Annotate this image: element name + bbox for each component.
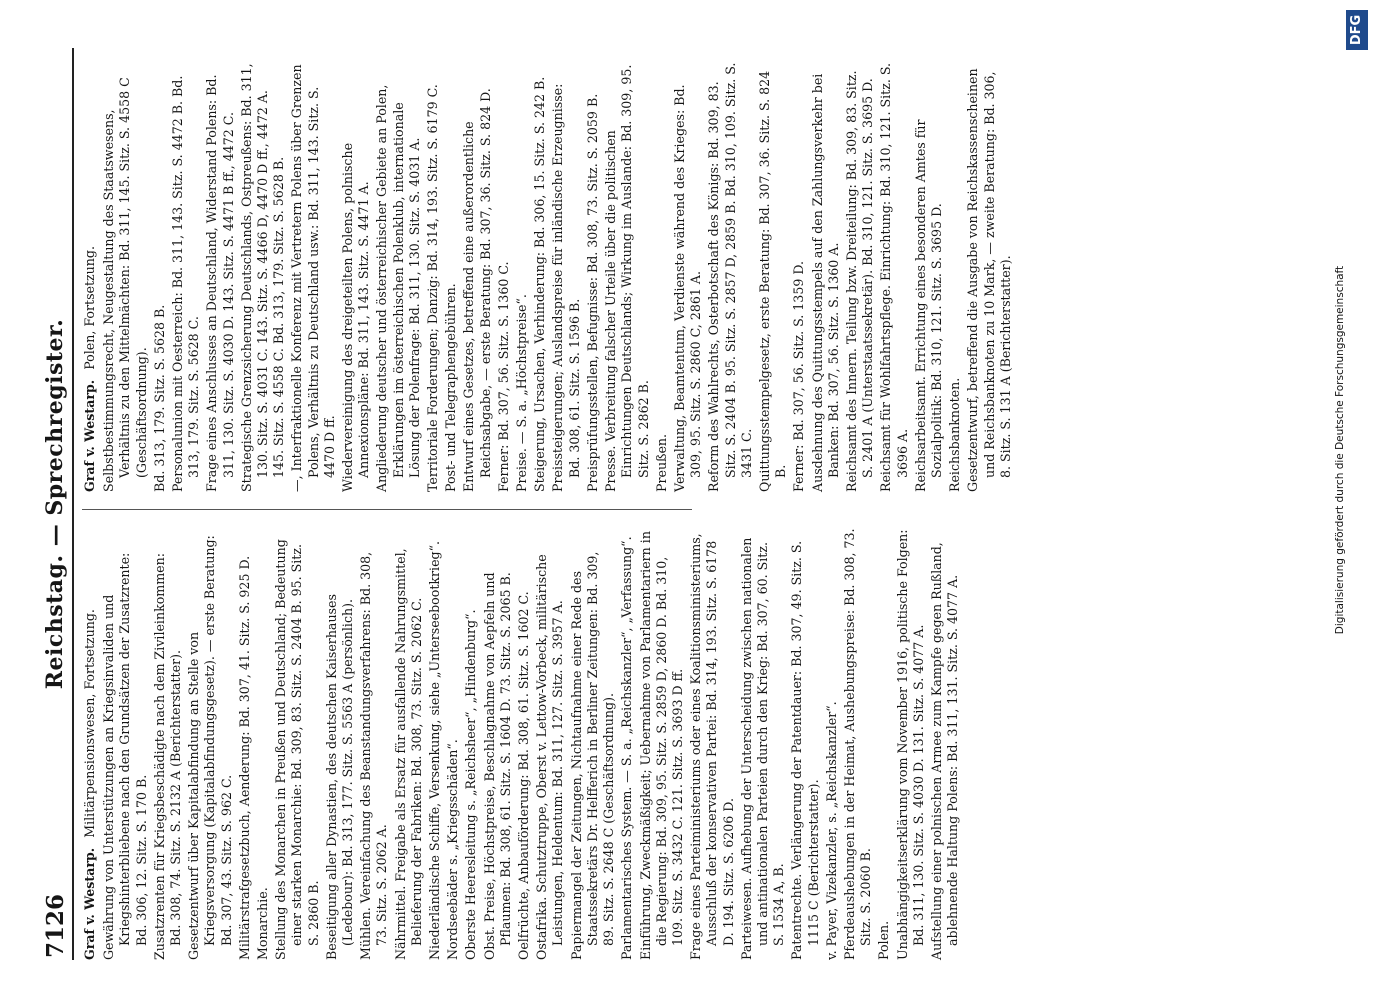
register-entry: Militärstrafgesetzbuch, Aenderung: Bd. 307, 41. Sitz. S. 925 D. [236,555,252,960]
right-entry-list [101,60,1014,492]
left-column-heading [82,528,98,960]
register-entry: Nordseebäder s. „Kriegsschäden“. [445,739,461,960]
register-entry: Gewährung von Unterstützungen an Kriegsinvaliden und Kriegshinterbliebene nach den Grundsätzen der Zusatzrente: Bd. 306, 12. Sitz. S. 170 B. [101,552,149,960]
register-entry: Presse. Verbreitung falscher Urteile über die politischen Einrichtungen Deutschlands; Wirkung im Auslande: Bd. 309, 95. Sitz. S. 2862 B. [603,64,651,492]
register-entry: Frage eines Anschlusses an Deutschland, Widerstand Polens: Bd. 311, 130. Sitz. S. 4030 D. 143. Sitz. S. 4471 B ff., 4472 C. [204,74,236,492]
register-entry: Papiermangel der Zeitungen, Nichtaufnahme einer Rede des Staatssekretärs Dr. Helfferich in Berliner Zeitungen: Bd. 309, 89. Sitz. S. 2648 C (Geschäftsordnung). [568,551,617,960]
register-entry: Territoriale Forderungen; Danzig: Bd. 314, 193. Sitz. S. 6179 C. [425,84,441,492]
register-entry: Polen. [876,920,892,960]
register-entry: Oelfrüchte, Anbauförderung: Bd. 308, 61. Sitz. S. 1602 C. [516,591,532,960]
register-entry: Patentrechte. Verlängerung der Patentdauer: Bd. 307, 49. Sitz. S. 1115 C (Berichterstatter). [789,540,821,960]
register-entry: Personalunion mit Oesterreich: Bd. 311, 143. Sitz. S. 4472 B. Bd. 313, 179. Sitz. S. 5628 C. [170,75,202,492]
register-entry: Entwurf eines Gesetzes, betreffend eine außerordentliche Reichsabgabe, — erste Beratung: Bd. 307, 36. Sitz. S. 824 D. [461,88,493,492]
register-entry: Reichsamt des Innern. Teilung bzw. Dreiteilung: Bd. 309, 83. Sitz. S. 2401 A (Unterstaatssekretär). Bd. 310, 121. Sitz. S. 3695 D. [843,70,876,492]
register-entry: Parlamentarisches System. — S. a. „Reichskanzler“, „Verfassung“. [619,536,635,960]
register-entry: Nährmittel. Freigabe als Ersatz für ausfallende Nahrungsmittel, Belieferung der Fabriken: Bd. 308, 73. Sitz. S. 2062 C. [392,548,424,960]
register-entry: Strategische Grenzsicherung Deutschlands, Ostpreußens: Bd. 311, 130. Sitz. S. 4031 C. 143. Sitz. S. 4466 D, 4470 D ff., 4472 A. 145. Sitz. S. 4558 C. Bd. 313, 179. Sitz. S. 5628 B. [238,63,287,492]
page-number: 7126 [42,893,69,958]
right-column [82,60,1016,492]
page-header [38,48,74,960]
register-entry: Frage eines Parteiministeriums oder eines Koalitionsministeriums, Ausschluß der konservativen Partei: Bd. 314, 193. Sitz. S. 6178 D. 194. Sitz. S. 6206 D. [688,533,736,960]
register-entry: Selbstbestimmungsrecht, Neugestaltung des Staatswesens, Verhältnis zu den Mittelmächten: Bd. 311, 145. Sitz. S. 4558 C (Geschäftsordnung). [101,77,149,492]
register-entry: Preisprüfungsstellen, Befugnisse: Bd. 308, 73. Sitz. S. 2059 B. [584,93,600,492]
register-entry: Gesetzentwurf, betreffend die Ausgabe von Reichskassenscheinen und Reichsbanknoten zu 10 Mark, — zweite Beratung: Bd. 306, 8. Sitz. S. 131 A (Berichterstatter). [965,68,1013,492]
topic-heading: Militärpensionswesen, Fortsetzung. [82,609,97,838]
register-entry: Reichsamt für Wohlfahrtspflege. Einrichtung: Bd. 310, 121. Sitz. S. 3696 A. [878,62,910,492]
register-entry: Pferdeaushebungen in der Heimat, Aushebungspreise: Bd. 308, 73. Sitz. S. 2060 B. [841,528,874,960]
register-entry: Stellung des Monarchen in Preußen und Deutschland; Bedeutung einer starken Monarchie: Bd. 309, 83. Sitz. S. 2404 B. 95. Sitz. S. 2860 B. [273,539,321,960]
column-divider [82,509,692,510]
register-entry: Gesetzentwurf über Kapitalabfindung an Stelle von Kriegsversorgung (Kapitalabfindungsgesetz). — erste Beratung: Bd. 307, 43. Sitz. S. 962 C. [186,535,234,960]
right-column-heading [82,60,98,492]
register-entry: Unabhängigkeitserklärung vom November 1916, politische Folgen: Bd. 311, 130. Sitz. S. 4030 D. 131. Sitz. S. 4077 A. [894,529,926,960]
dfg-logo: DFG [1346,10,1368,50]
left-column [82,528,963,960]
register-entry: Reform des Wahlrechts, Osterbotschaft des Königs: Bd. 309, 83. Sitz. S. 2404 B. 95. Sitz. S. 2857 D, 2859 B. Bd. 310, 109. Sitz. S. 3431 C. [706,62,754,492]
register-entry: Beseitigung aller Dynastien, des deutschen Kaiserhauses (Ledebour): Bd. 313, 177. Sitz. S. 5563 A (persönlich). [323,594,356,960]
speaker-name: Graf v. Westarp. [82,847,97,960]
register-entry: Aufstellung einer polnischen Armee zum Kampfe gegen Rußland, ablehnende Haltung Polens: Bd. 311, 131. Sitz. S. 4077 A. [928,542,961,960]
register-entry: Preußen. [653,433,669,492]
speaker-name: Graf v. Westarp. [82,379,97,492]
register-entry: Bd. 313, 179. Sitz. S. 5628 B. [151,304,167,492]
register-entry: Post- und Telegraphengebühren. [443,283,459,492]
register-entry: Ausdehnung des Quittungsstempels auf den Zahlungsverkehr bei Banken: Bd. 307, 56. Sitz. S. 1360 A. [809,73,841,492]
register-entry: Niederländische Schiffe, Versenkung, siehe „Unterseebootkrieg“. [427,540,443,960]
register-entry: Oberste Heeresleitung s. „Reichsheer“, „Hindenburg“. [463,609,479,960]
left-entry-list [101,528,961,960]
register-entry: Reichsbanknoten. [947,377,963,492]
register-entry: Ostafrika. Schutztruppe, Oberst v. Lettow-Vorbeck, militärische Leistungen, Heldentum: Bd. 311, 127. Sitz. S. 3957 A. [534,554,566,960]
register-entry: Monarchie. [255,887,271,960]
register-entry: Obst. Preise, Höchstpreise, Beschlagnahme von Aepfeln und Pflaumen: Bd. 308, 61. Sitz. S. 1604 D. 73. Sitz. S. 2065 B. [481,572,513,960]
register-entry: Wiedervereinigung des dreigeteilten Polens, polnische Annexionspläne: Bd. 311, 143. Sitz. S. 4471 A. [340,142,372,492]
register-entry: v. Payer, Vizekanzler, s. „Reichskanzler“. [823,701,839,960]
register-entry: Angliederung deutscher und österreichischer Gebiete an Polen, Erklärungen im österreichischen Polenklub, internationale Lösung der Polenfrage: Bd. 311, 130. Sitz. S. 4031 A. [374,84,422,492]
register-entry: Reichsarbeitsamt. Errichtung eines besonderen Amtes für Sozialpolitik: Bd. 310, 121. Sitz. S. 3695 D. [912,119,944,492]
register-entry: Ferner: Bd. 307, 56. Sitz. S. 1359 D. [791,261,807,492]
digitization-note: Digitalisierung gefördert durch die Deutsche Forschungsgemeinschaft [1334,265,1346,635]
register-entry: Steigerung, Ursachen, Verhinderung: Bd. 306, 15. Sitz. S. 242 B. [532,76,548,492]
register-entry: Einführung, Zweckmäßigkeit; Uebernahme von Parlamentariern in die Regierung: Bd. 309, 95. Sitz. S. 2859 D, 2860 D. Bd. 310, 109. Sitz. S. 3432 C. 121. Sitz. S. 3693 D ff. [637,531,685,960]
page-title: Reichstag. — Sprechregister. [42,318,68,690]
register-entry: Zusatzrenten für Kriegsbeschädigte nach dem Zivileinkommen: Bd. 308, 74. Sitz. S. 2132 A (Berichterstatter). [151,553,184,960]
register-entry: Verwaltung, Beamtentum, Verdienste während des Krieges: Bd. 309, 95. Sitz. S. 2860 C, 2861 A. [671,84,704,492]
register-entry: Quittungsstempelgesetz, erste Beratung: Bd. 307, 36. Sitz. S. 824 B. [756,70,789,492]
register-entry: Preissteigerungen; Auslandspreise für inländische Erzeugnisse: Bd. 308, 61. Sitz. S. 1596 B. [550,83,582,492]
register-entry: Mühlen. Vereinfachung des Beanstandungsverfahrens: Bd. 308, 73. Sitz. S. 2062 A. [358,551,390,960]
register-entry: Parteiwesen. Aufhebung der Unterscheidung zwischen nationalen und antinationalen Parteien durch den Krieg: Bd. 307, 60. Sitz. S. 1534 A, B. [738,537,787,960]
register-entry: Ferner: Bd. 307, 56. Sitz. S. 1360 C. [495,261,511,492]
topic-heading: Polen, Fortsetzung. [82,246,97,370]
register-entry: —, Interfraktionelle Konferenz mit Vertretern Polens über Grenzen Polens, Verhältnis zu Deutschland usw.: Bd. 311, 143. Sitz. S. 4470 D ff. [289,64,337,492]
register-entry: Preise. — S. a. „Höchstpreise“. [514,294,530,492]
